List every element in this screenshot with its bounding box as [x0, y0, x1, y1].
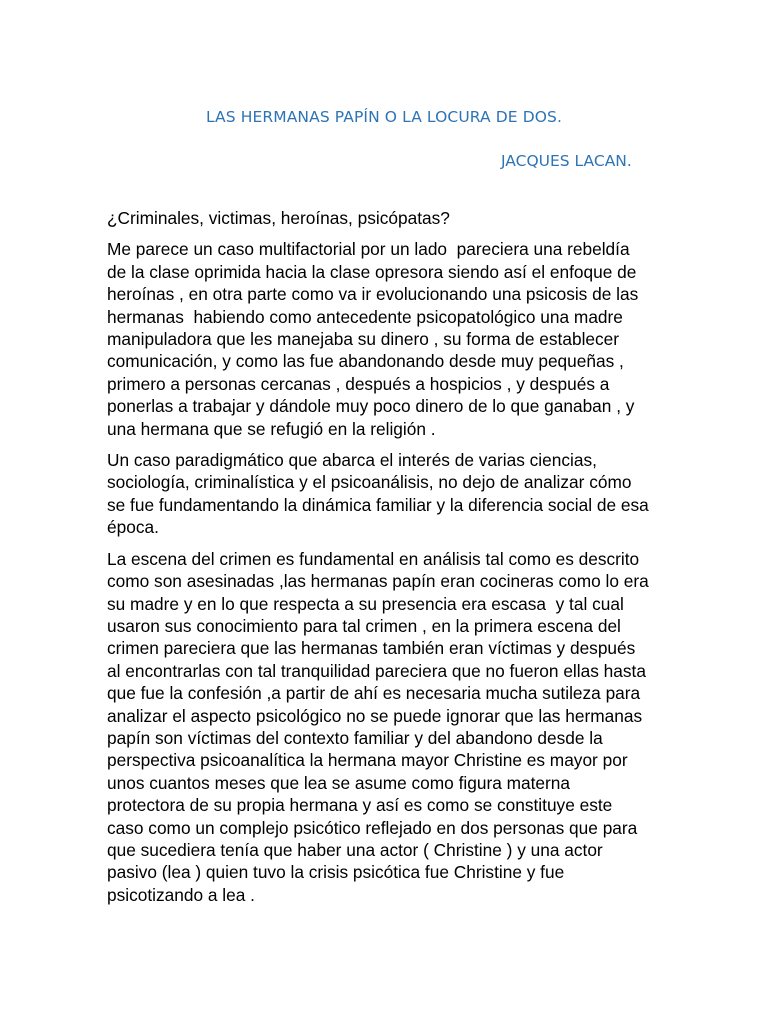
paragraph-line: ¿Criminales, victimas, heroínas, psicópatas? [107, 208, 450, 228]
paragraph-line: que sucediera tenía que haber una actor ( Christine ) y una actor [107, 839, 603, 860]
paragraph-line: Un caso paradigmático que abarca el interés de varias ciencias, [107, 450, 597, 471]
paragraph-line: perspectiva psicoanalítica la hermana mayor Christine es mayor por [107, 750, 628, 771]
paragraph-line: primero a personas cercanas , después a hospicios , y después a [107, 373, 610, 394]
document-title: LAS HERMANAS PAPÍN O LA LOCURA DE DOS. [205, 108, 563, 126]
paragraph-line: La escena del crimen es fundamental en análisis tal como es descrito [107, 548, 640, 569]
paragraph-line: Me parece un caso multifactorial por un lado pareciera una rebeldía [107, 239, 630, 260]
paragraph-line: una hermana que se refugió en la religión . [107, 418, 436, 439]
paragraph-line: manipuladora que les manejaba su dinero , su forma de establecer [107, 329, 620, 350]
paragraph [107, 207, 667, 229]
paragraph-line: al encontrarlas con tal tranquilidad pareciera que no fueron ellas hasta [107, 660, 646, 681]
paragraph-line: pasivo (lea ) quien tuvo la crisis psicótica fue Christine y fue [107, 862, 565, 883]
document-body [107, 207, 667, 915]
paragraph-line: se fue fundamentando la dinámica familiar y la diferencia social de esa [107, 494, 649, 515]
paragraph-line: analizar el aspecto psicológico no se puede ignorar que las hermanas [107, 705, 643, 726]
paragraph [107, 449, 667, 539]
paragraph-line: época. [107, 517, 159, 538]
paragraph-line: heroínas , en otra parte como va ir evolucionando una psicosis de las [107, 284, 639, 305]
paragraph-line: ponerlas a trabajar y dándole muy poco dinero de lo que ganaban , y [107, 396, 635, 417]
paragraph-line: su madre y en lo que respecta a su presencia era escasa y tal cual [107, 593, 624, 614]
paragraph-line: sociología, criminalística y el psicoanálisis, no dejo de analizar cómo [107, 472, 632, 493]
paragraph-line: usaron sus conocimiento para tal crimen , en la primera escena del [107, 615, 621, 636]
document-author: JACQUES LACAN. [501, 152, 632, 170]
paragraph-line: comunicación, y como las fue abandonando desde muy pequeñas , [107, 351, 624, 372]
paragraph-line: caso como un complejo psicótico reflejado en dos personas que para [107, 817, 638, 838]
paragraph [107, 548, 667, 907]
paragraph-line: papín son víctimas del contexto familiar y del abandono desde la [107, 727, 603, 748]
paragraph-line: crimen pareciera que las hermanas también eran víctimas y después [107, 638, 636, 659]
paragraph [107, 238, 667, 440]
paragraph-line: de la clase oprimida hacia la clase opresora siendo así el enfoque de [107, 261, 637, 282]
paragraph-line: unos cuantos meses que lea se asume como figura materna [107, 772, 571, 793]
paragraph-line: psicotizando a lea . [107, 884, 255, 905]
paragraph-line: como son asesinadas ,las hermanas papín eran cocineras como lo era [107, 571, 649, 592]
paragraph-line: protectora de su propia hermana y así es como se constituye este [107, 795, 613, 816]
paragraph-line: que fue la confesión ,a partir de ahí es necesaria mucha sutileza para [107, 683, 641, 704]
paragraph-line: hermanas habiendo como antecedente psicopatológico una madre [107, 306, 623, 327]
